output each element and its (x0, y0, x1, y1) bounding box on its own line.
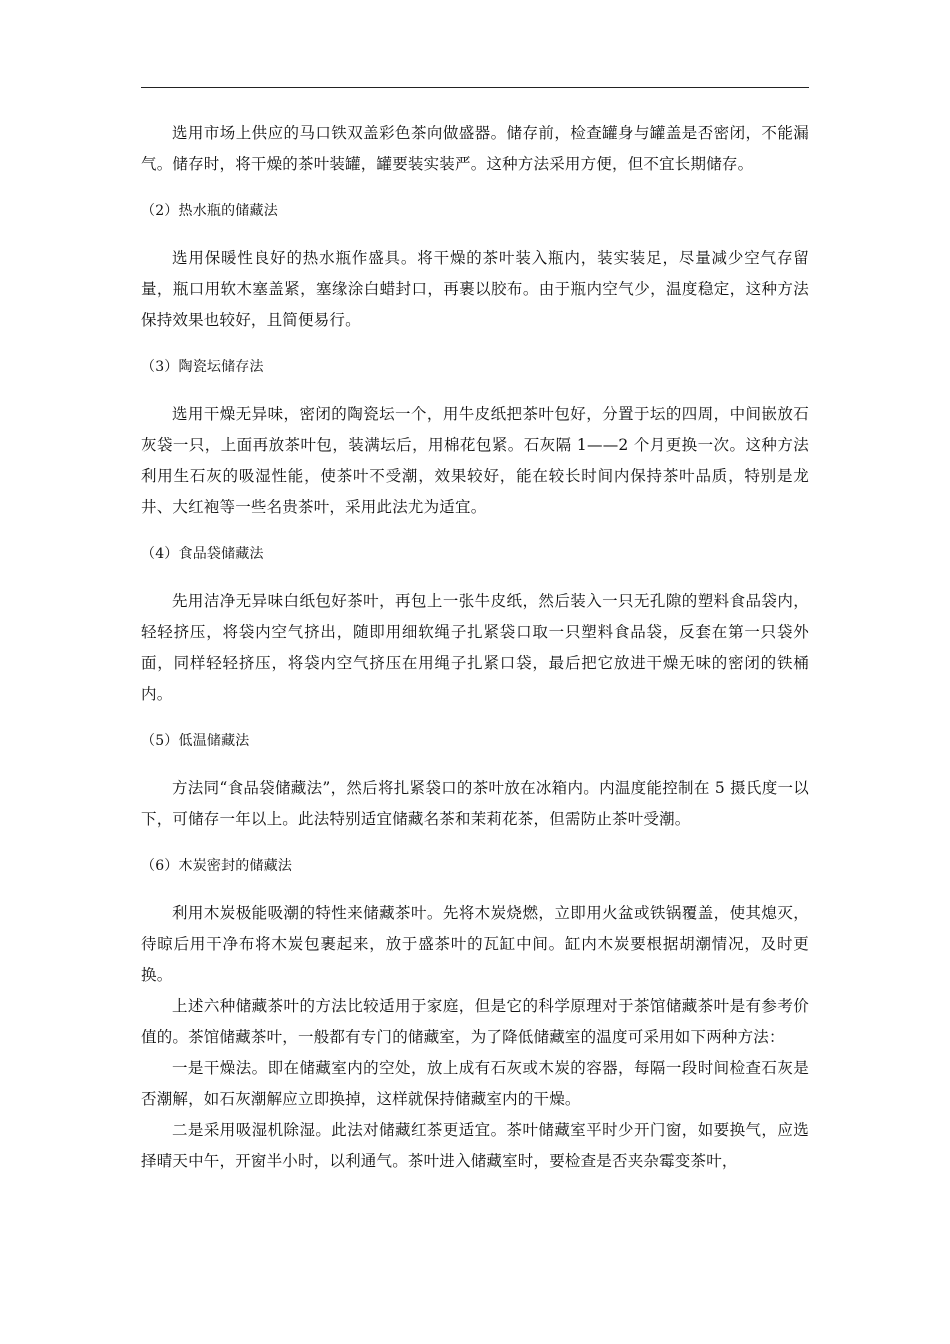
document-body (141, 118, 809, 1177)
paragraph-summary: 上述六种储藏茶叶的方法比较适用于家庭，但是它的科学原理对于茶馆储藏茶叶是有参考价值的。茶馆储藏茶叶，一般都有专门的储藏室，为了降低储藏室的温度可采用如下两种方法： (141, 997, 809, 1046)
paragraph-tin-can-storage: 选用市场上供应的马口铁双盖彩色茶向做盛器。储存前，检查罐身与罐盖是否密闭，不能漏气。储存时，将干燥的茶叶装罐，罐要装实装严。这种方法采用方便，但不宜长期储存。 (141, 124, 809, 173)
heading-thermos-storage: （2）热水瓶的储藏法 (141, 203, 278, 219)
paragraph-charcoal-storage: 利用木炭极能吸潮的特性来储藏茶叶。先将木炭烧燃，立即用火盆或铁锅覆盖，使其熄灭，待晾后用干净布将木炭包裹起来，放于盛茶叶的瓦缸中间。缸内木炭要根据胡潮情况，及时更换。 (141, 904, 809, 984)
paragraph-low-temperature-storage: 方法同“食品袋储藏法”，然后将扎紧袋口的茶叶放在冰箱内。内温度能控制在 5 摄氏度一以下，可储存一年以上。此法特别适宜储藏名茶和茉莉花茶，但需防止茶叶受潮。 (141, 779, 809, 828)
paragraph-dehumidifier-method: 二是采用吸湿机除湿。此法对储藏红茶更适宜。茶叶储藏室平时少开门窗，如要换气，应选择晴天中午，开窗半小时，以利通气。茶叶进入储藏室时，要检查是否夹杂霉变茶叶， (141, 1121, 809, 1170)
heading-charcoal-storage: （6）木炭密封的储藏法 (141, 858, 293, 874)
heading-food-bag-storage: （4）食品袋储藏法 (141, 546, 264, 562)
heading-ceramic-jar-storage: （3）陶瓷坛储存法 (141, 359, 264, 375)
paragraph-drying-method: 一是干燥法。即在储藏室内的空处，放上成有石灰或木炭的容器，每隔一段时间检查石灰是否潮解，如石灰潮解应立即换掉，这样就保持储藏室内的干燥。 (141, 1059, 809, 1108)
heading-low-temperature-storage: （5）低温储藏法 (141, 733, 250, 749)
paragraph-food-bag-storage: 先用洁净无异味白纸包好茶叶，再包上一张牛皮纸，然后装入一只无孔隙的塑料食品袋内，轻轻挤压，将袋内空气挤出，随即用细软绳子扎紧袋口取一只塑料食品袋，反套在第一只袋外面，同样轻轻挤压，将袋内空气挤压在用绳子扎紧口袋，最后把它放进干燥无味的密闭的铁桶内。 (141, 592, 809, 703)
paragraph-ceramic-jar-storage: 选用干燥无异味，密闭的陶瓷坛一个，用牛皮纸把茶叶包好，分置于坛的四周，中间嵌放石灰袋一只，上面再放茶叶包，装满坛后，用棉花包紧。石灰隔 1——2 个月更换一次。这种方法利用生石灰的吸湿性能，使茶叶不受潮，效果较好，能在较长时间内保持茶叶品质，特别是龙井、大红袍等一些名贵茶叶，采用此法尤为适宜。 (141, 405, 809, 516)
paragraph-thermos-storage: 选用保暖性良好的热水瓶作盛具。将干燥的茶叶装入瓶内，装实装足，尽量减少空气存留量，瓶口用软木塞盖紧，塞缘涂白蜡封口，再裹以胶布。由于瓶内空气少，温度稳定，这种方法保持效果也较好，且简便易行。 (141, 249, 809, 329)
header-rule (141, 87, 809, 88)
